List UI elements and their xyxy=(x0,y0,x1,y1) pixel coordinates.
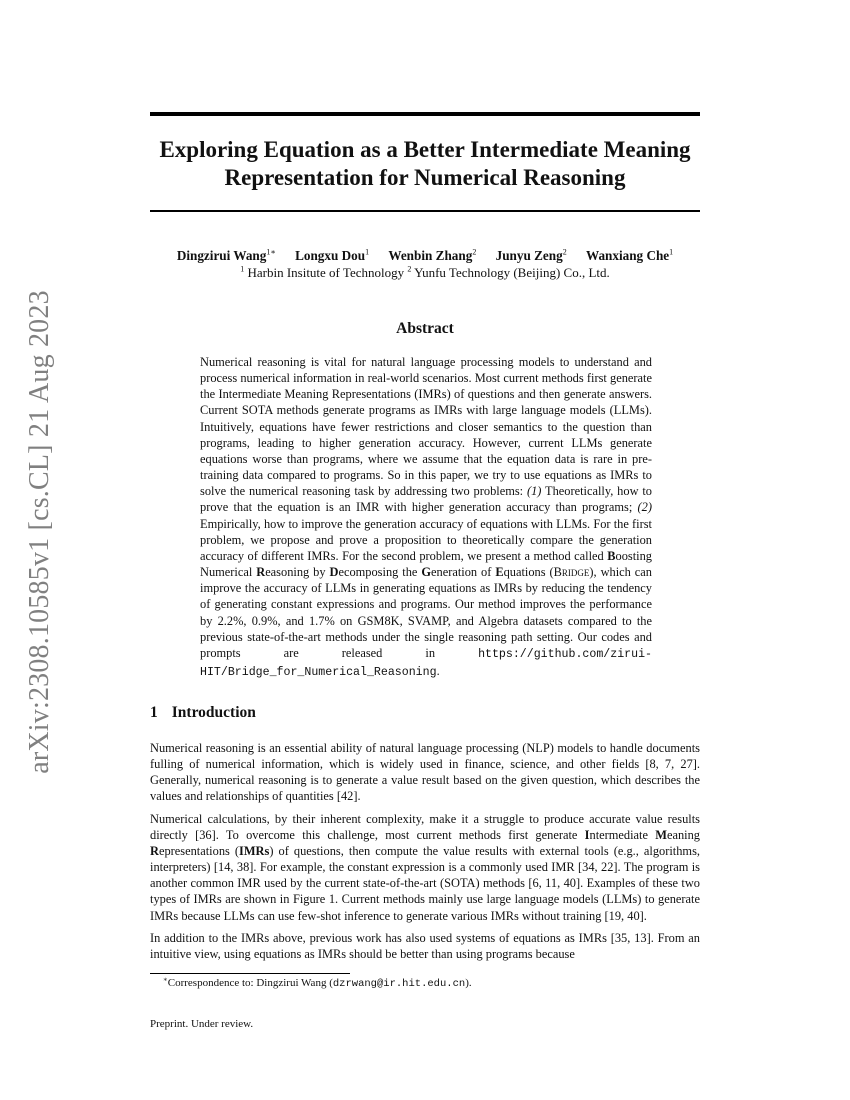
affiliation-mark: 1 xyxy=(240,264,245,274)
affiliation-1: Harbin Insitute of Technology xyxy=(247,265,405,280)
abstract-body xyxy=(200,354,652,681)
abstract-heading: Abstract xyxy=(396,320,454,337)
method-name-initial: B xyxy=(607,548,616,563)
section-heading-introduction xyxy=(150,704,256,722)
acronym-initial: R xyxy=(150,843,159,858)
section-title: Introduction xyxy=(171,704,256,721)
author-affiliation-mark: 2 xyxy=(472,247,477,257)
paragraph-text: ) of questions, then compute the value results with external tools (e.g., algorithms, interpreters) [14, 38]. For example, the constant expression is a commonly used IMR [34, 22]. The program is another common IMR used by the current state-of-the-art (SOTA) methods [6, 11, 40]. Examples of these two types of IMRs are shown in Figure 1. Current methods mainly use large language models (LLMs) to generate IMRs because LLMs can use few-shot inference to generate various IMRs without training [19, 40]. xyxy=(150,843,700,923)
author xyxy=(177,248,276,263)
abstract-text: Numerical reasoning is vital for natural language processing models to understand and process numerical information in real-world scenarios. Most current methods first generate the Intermediate Meaning Representations (IMRs) of questions and then generate answers. Current SOTA methods generate programs as IMRs with large language models (LLMs). Intuitively, equations have fewer restrictions and closer semantics to the question than programs, leading to higher generation accuracy. However, current LLMs generate equations worse than programs, where we assume that the equation data is rare in pre-training data compared to programs. So in this paper, we try to use equations as IMRs to solve the numerical reasoning task by addressing two problems: xyxy=(200,355,652,499)
paper-title xyxy=(130,136,720,192)
method-name-word: Decomposing xyxy=(329,565,399,580)
method-name-word: by xyxy=(313,565,326,580)
method-name-initial: R xyxy=(256,565,266,580)
title-bottom-rule xyxy=(150,210,700,212)
method-name-word: Boosting xyxy=(607,548,652,563)
code-repository-link[interactable]: https://github.com/zirui-HIT/Bridge_for_Numerical_Reasoning xyxy=(200,647,652,679)
method-acronym: (Bridge), xyxy=(549,565,597,580)
author-name: Wanxiang Che xyxy=(585,248,670,263)
method-name-word: Reasoning xyxy=(256,565,310,580)
abstract-text: Theoretically, how to prove that the equation is an IMR with higher generation accuracy than programs; xyxy=(200,484,652,515)
abstract-enum-mark: (2) xyxy=(637,500,652,515)
title-line-1: Exploring Equation as a Better Intermediate Meaning xyxy=(159,137,691,162)
method-name-initial: E xyxy=(495,565,504,580)
footnote-text: ). xyxy=(465,977,472,989)
method-name-initial: G xyxy=(421,565,431,580)
author xyxy=(586,248,673,263)
abstract-enum-mark: (1) xyxy=(526,484,542,499)
paragraph-text: ntermediate xyxy=(589,827,648,842)
method-name-word: Generation xyxy=(421,565,478,580)
footnote-mark: ∗ xyxy=(163,975,168,984)
paragraph-text: eaning xyxy=(666,827,700,842)
author xyxy=(295,248,369,263)
title-line-2: Representation for Numerical Reasoning xyxy=(224,165,626,190)
method-name-word: Numerical xyxy=(200,565,253,580)
contact-email[interactable]: dzrwang@ir.hit.edu.cn xyxy=(332,978,466,990)
method-name-word: the xyxy=(402,565,418,580)
paragraph: In addition to the IMRs above, previous work has also used systems of equations as IMRs [35, 13]. From an intuitive view, using equations as IMRs should be better than using programs because xyxy=(150,930,700,961)
method-name-word: Equations xyxy=(495,565,546,580)
author-list xyxy=(130,248,720,264)
author-name: Dingzirui Wang xyxy=(176,248,267,263)
affiliation-2: Yunfu Technology (Beijing) Co., Ltd. xyxy=(414,265,610,280)
affiliation-mark: 2 xyxy=(407,264,412,274)
affiliations xyxy=(130,265,720,281)
footnote-text: Correspondence to: Dingzirui Wang ( xyxy=(167,977,333,989)
paragraph xyxy=(150,811,700,924)
method-name-initial: D xyxy=(329,565,339,580)
acronym: IMRs xyxy=(239,843,270,858)
footnote xyxy=(163,976,472,991)
section-number: 1 xyxy=(150,704,158,721)
author-name: Longxu Dou xyxy=(295,248,366,263)
abstract-end-punct: . xyxy=(436,663,440,678)
author xyxy=(388,248,476,263)
acronym-initial: I xyxy=(584,827,590,842)
footnote-rule xyxy=(150,973,350,974)
paragraph-text: Numerical calculations, by their inherent complexity, make it a struggle to produce accurate value results directly [36]. To overcome this challenge, most current methods first generate xyxy=(150,811,700,842)
author-affiliation-mark: 1 xyxy=(669,247,674,257)
arxiv-identifier-text: arXiv:2308.10585v1 [cs.CL] 21 Aug 2023 xyxy=(24,290,55,774)
abstract-text: Empirically, how to improve the generation accuracy of equations with LLMs. For the first problem, we propose and prove a proposition to theoretically compare the generation accuracy of different IMRs. For the second problem, we present a method called xyxy=(200,516,652,563)
author-name: Wenbin Zhang xyxy=(388,248,473,263)
acronym-initial: M xyxy=(655,827,667,842)
author xyxy=(496,248,567,263)
preprint-notice: Preprint. Under review. xyxy=(150,1018,254,1030)
method-name-word: of xyxy=(481,565,492,580)
title-top-rule xyxy=(150,112,700,116)
paragraph: Numerical reasoning is an essential ability of natural language processing (NLP) models to handle documents fulling of numerical information, which is widely used in finance, science, and other fields [8, 7, 27]. Generally, numerical reasoning is to generate a value result based on the given question, which describes the values and relationships of quantities [42]. xyxy=(150,741,700,804)
introduction-body xyxy=(150,740,700,968)
abstract-text: which can improve the accuracy of LLMs in generating equations as IMRs by reducing the tendency of generating constant expressions and programs. Our method improves the performance by 2.2%, 0.9%, and 1.7% on GSM8K, SVAMP, and Algebra datasets compared to the previous state-of-the-art methods under the single reasoning path setting. Our codes and prompts are released in xyxy=(200,565,652,660)
author-affiliation-mark: 2 xyxy=(562,247,567,257)
author-affiliation-mark: 1∗ xyxy=(266,247,276,257)
author-name: Junyu Zeng xyxy=(495,248,563,263)
paragraph-text: epresentations ( xyxy=(158,843,240,858)
author-affiliation-mark: 1 xyxy=(365,247,370,257)
